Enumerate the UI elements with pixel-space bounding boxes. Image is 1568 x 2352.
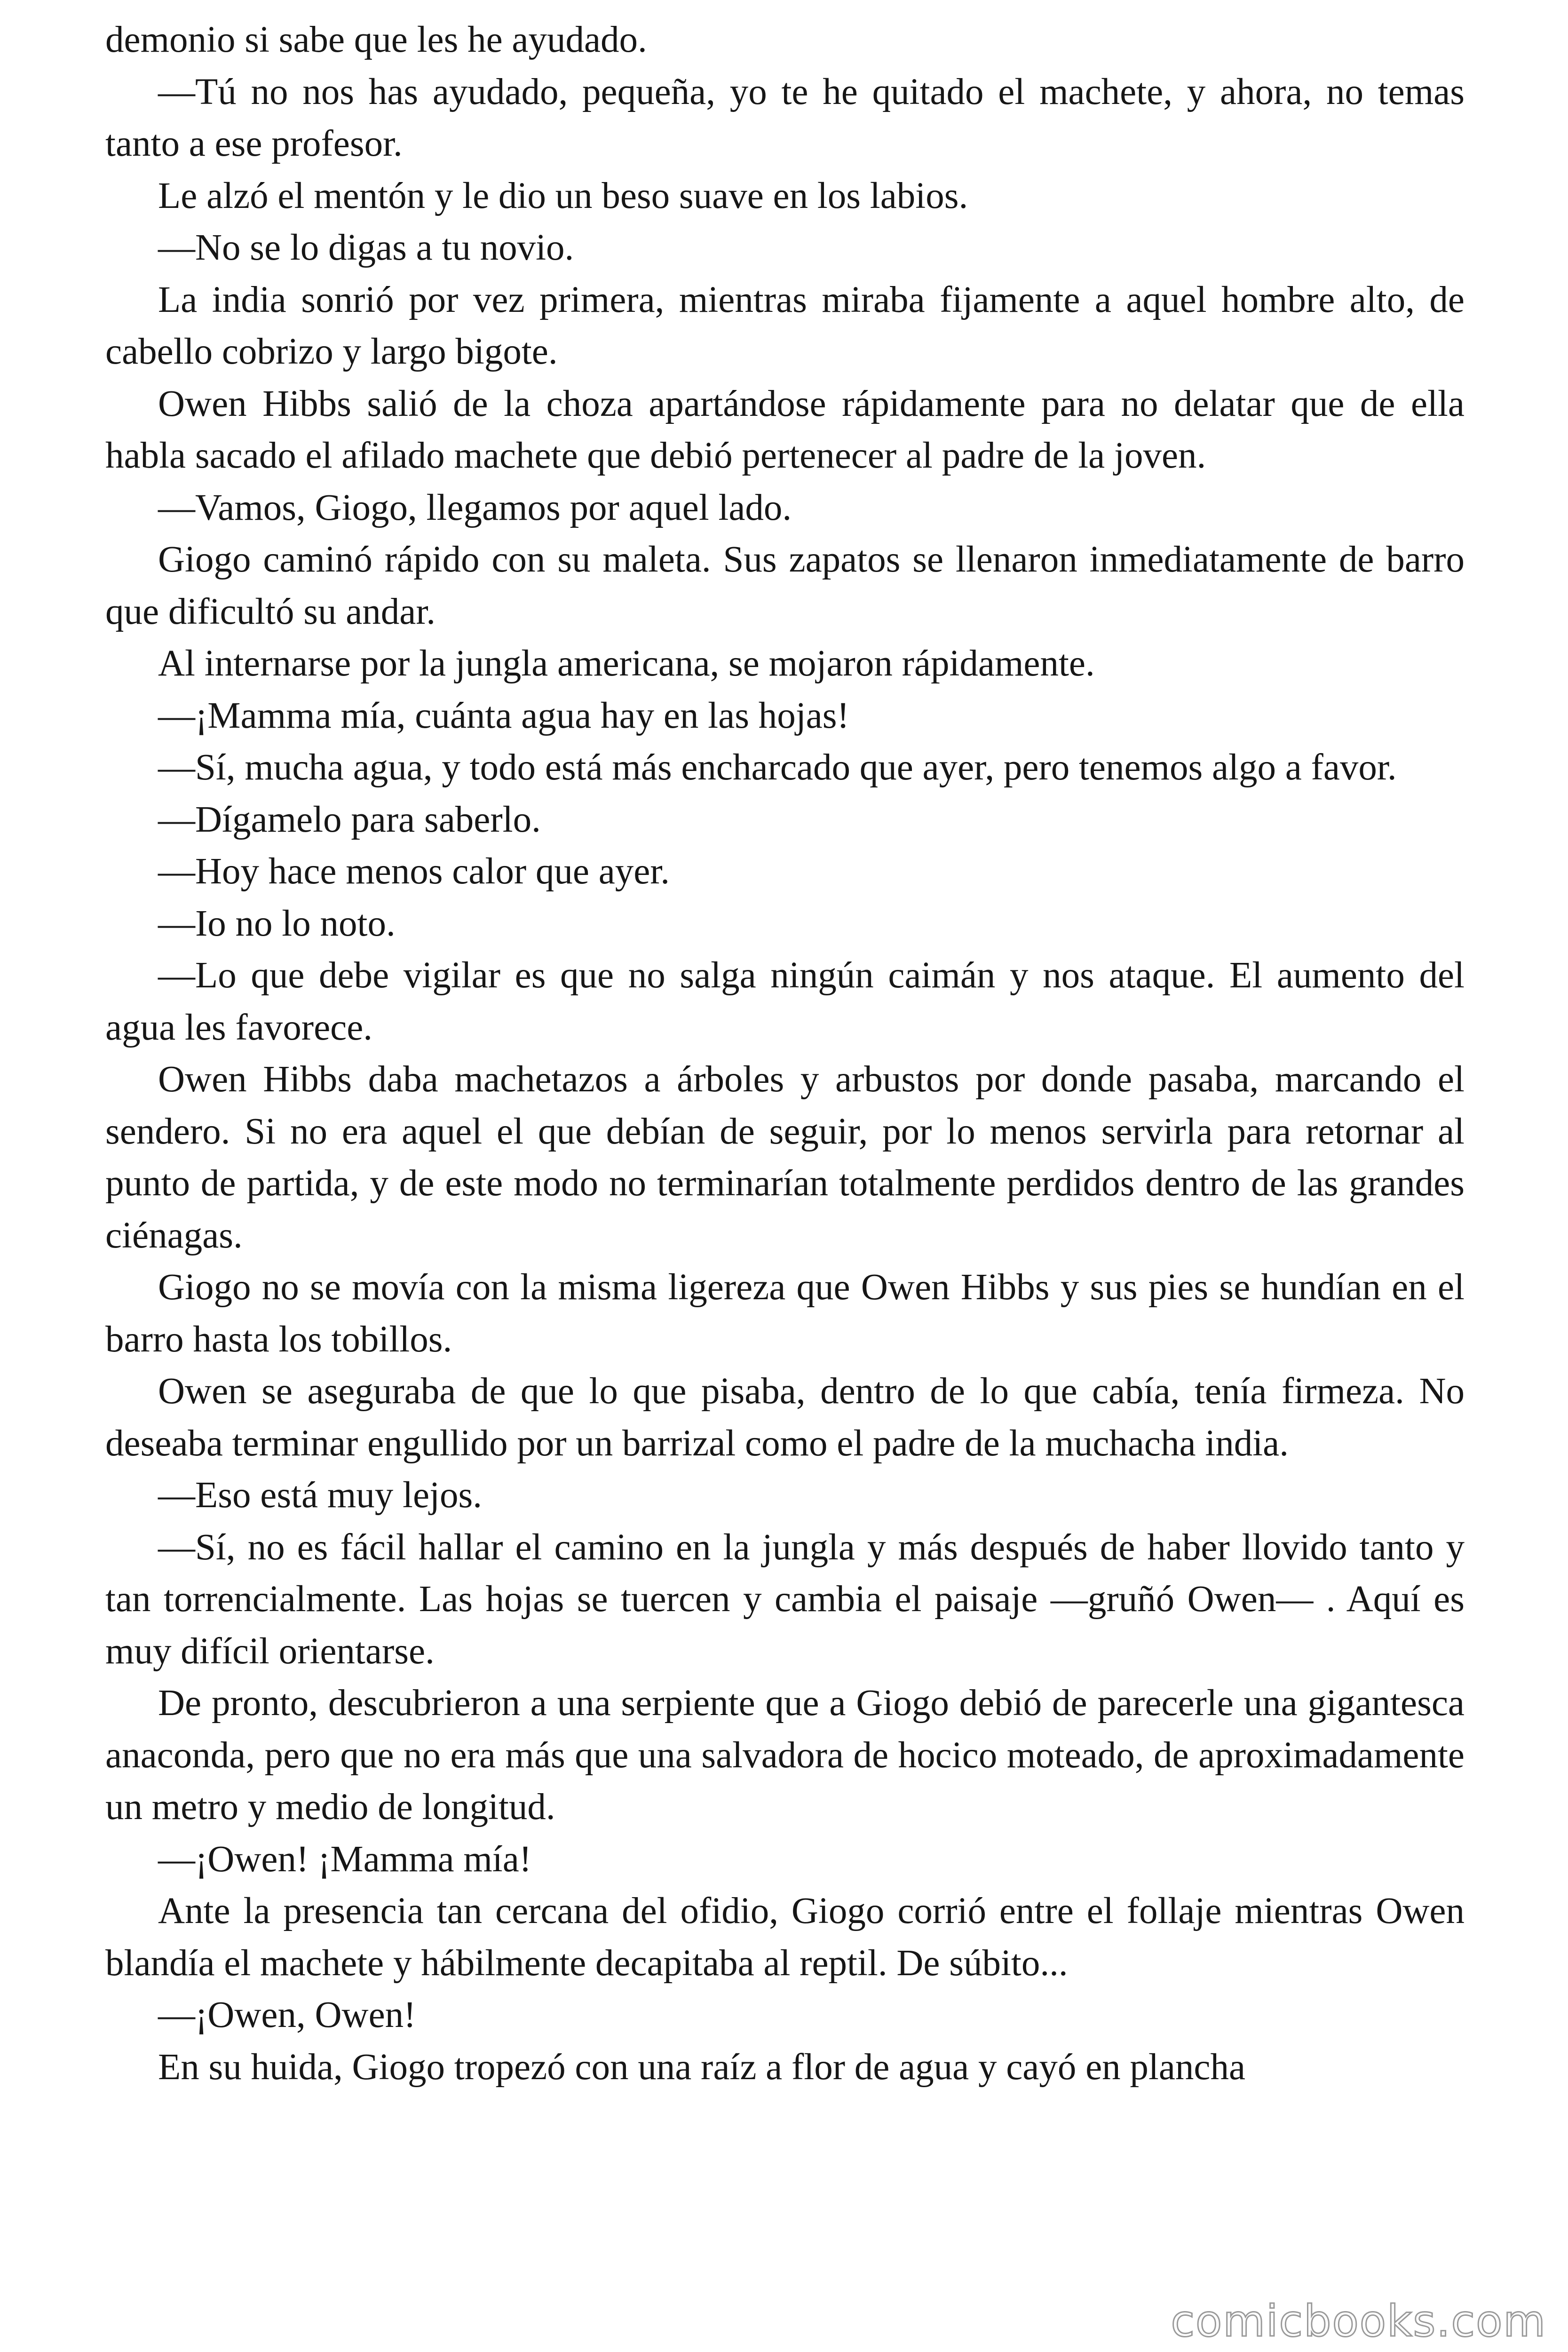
paragraph-14: —Io no lo noto. xyxy=(158,903,396,944)
paragraph-13: —Hoy hace menos calor que ayer. xyxy=(158,851,670,892)
paragraph-17: Giogo no se movía con la misma ligereza que Owen Hibbs y sus pies se hundían en el barro hasta los tobillos. xyxy=(105,1267,1465,1360)
paragraph-12: —Dígamelo para saberlo. xyxy=(158,799,541,840)
paragraph-05: La india sonrió por vez primera, mientras miraba fijamente a aquel hombre alto, de cabello cobrizo y largo bigote. xyxy=(105,279,1465,372)
paragraph-07: —Vamos, Giogo, llegamos por aquel lado. xyxy=(158,487,792,528)
paragraph-19: —Eso está muy lejos. xyxy=(158,1475,482,1516)
paragraph-02: —Tú no nos has ayudado, pequeña, yo te he quitado el machete, y ahora, no temas tanto a ese profesor. xyxy=(105,71,1465,164)
paragraph-21: De pronto, descubrieron a una serpiente que a Giogo debió de parecerle una gigantesca anaconda, pero que no era más que una salvadora de hocico moteado, de aproximadamente un metro y medio de longitud. xyxy=(105,1683,1465,1828)
paragraph-04: —No se lo digas a tu novio. xyxy=(158,227,574,268)
paragraph-10: —¡Mamma mía, cuánta agua hay en las hojas! xyxy=(158,695,849,736)
paragraph-18: Owen se aseguraba de que lo que pisaba, dentro de lo que cabía, tenía firmeza. No deseaba terminar engullido por un barrizal como el padre de la muchacha india. xyxy=(105,1371,1465,1464)
paragraph-08: Giogo caminó rápido con su maleta. Sus zapatos se llenaron inmediatamente de barro que dificultó su andar. xyxy=(105,539,1465,632)
text-column xyxy=(105,14,1465,2093)
paragraph-16: Owen Hibbs daba machetazos a árboles y arbustos por donde pasaba, marcando el sendero. Si no era aquel el que debían de seguir, por lo menos servirla para retornar al punto de partida, y de este modo no terminarían totalmente perdidos dentro de las grandes ciénagas. xyxy=(105,1059,1465,1256)
paragraph-03: Le alzó el mentón y le dio un beso suave en los labios. xyxy=(158,175,968,216)
paragraph-20: —Sí, no es fácil hallar el camino en la jungla y más después de haber llovido tanto y tan torrencialmente. Las hojas se tuercen y cambia el paisaje —gruñó Owen— . Aquí es muy difícil orientarse. xyxy=(105,1526,1465,1672)
paragraph-23: Ante la presencia tan cercana del ofidio, Giogo corrió entre el follaje mientras Owen blandía el machete y hábilmente decapitaba al reptil. De súbito... xyxy=(105,1891,1465,1984)
paragraph-01: demonio si sabe que les he ayudado. xyxy=(105,19,647,60)
paragraph-24: —¡Owen, Owen! xyxy=(158,1994,416,2035)
watermark-text: comicbooks.com xyxy=(1171,2296,1546,2346)
paragraph-22: —¡Owen! ¡Mamma mía! xyxy=(158,1838,532,1880)
paragraph-09: Al internarse por la jungla americana, se mojaron rápidamente. xyxy=(158,643,1095,684)
paragraph-11: —Sí, mucha agua, y todo está más encharcado que ayer, pero tenemos algo a favor. xyxy=(158,747,1397,788)
paragraph-06: Owen Hibbs salió de la choza apartándose rápidamente para no delatar que de ella habla sacado el afilado machete que debió pertenecer al padre de la joven. xyxy=(105,383,1465,476)
paragraph-25: En su huida, Giogo tropezó con una raíz a flor de agua y cayó en plancha xyxy=(158,2046,1246,2088)
paragraph-15: —Lo que debe vigilar es que no salga ningún caimán y nos ataque. El aumento del agua les favorece. xyxy=(105,955,1465,1048)
